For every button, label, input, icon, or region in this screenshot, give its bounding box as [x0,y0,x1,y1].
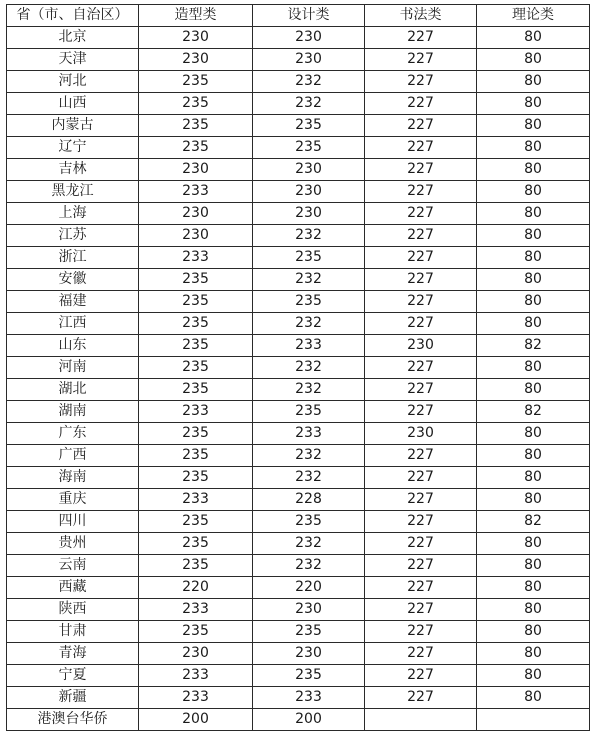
design-score-cell: 235 [253,665,365,687]
design-score-cell: 235 [253,511,365,533]
calligraphy-score-cell: 227 [365,445,477,467]
theory-header: 理论类 [477,5,590,27]
province-cell: 河南 [7,357,139,379]
theory-score-cell: 80 [477,621,590,643]
table-row [7,357,590,379]
sculpture-score-cell: 235 [139,137,253,159]
province-cell: 吉林 [7,159,139,181]
province-cell: 云南 [7,555,139,577]
sculpture-score-cell: 230 [139,643,253,665]
sculpture-score-cell: 235 [139,533,253,555]
theory-score-cell: 80 [477,247,590,269]
province-cell: 青海 [7,643,139,665]
score-table [6,4,590,731]
calligraphy-score-cell: 227 [365,115,477,137]
theory-score-cell: 80 [477,423,590,445]
theory-score-cell: 80 [477,27,590,49]
province-cell: 湖南 [7,401,139,423]
sculpture-score-cell: 230 [139,225,253,247]
calligraphy-score-cell: 227 [365,269,477,291]
table-row [7,115,590,137]
calligraphy-score-cell: 227 [365,577,477,599]
theory-score-cell: 80 [477,291,590,313]
province-cell: 天津 [7,49,139,71]
sculpture-score-cell: 235 [139,291,253,313]
sculpture-score-cell: 235 [139,445,253,467]
design-score-cell: 228 [253,489,365,511]
design-score-cell: 235 [253,401,365,423]
sculpture-score-cell: 235 [139,115,253,137]
province-cell: 上海 [7,203,139,225]
calligraphy-score-cell: 227 [365,137,477,159]
sculpture-score-cell: 200 [139,709,253,731]
design-score-cell: 233 [253,423,365,445]
sculpture-score-cell: 235 [139,621,253,643]
design-score-cell: 230 [253,599,365,621]
table-row [7,49,590,71]
score-table-page [6,4,589,739]
table-row [7,71,590,93]
table-body [7,27,590,731]
design-score-cell: 233 [253,335,365,357]
design-score-cell: 230 [253,643,365,665]
table-row [7,247,590,269]
table-row [7,709,590,731]
province-cell: 四川 [7,511,139,533]
calligraphy-score-cell: 227 [365,357,477,379]
design-score-cell: 232 [253,313,365,335]
sculpture-score-cell: 235 [139,313,253,335]
calligraphy-score-cell: 227 [365,93,477,115]
design-score-cell: 230 [253,159,365,181]
sculpture-score-cell: 230 [139,159,253,181]
calligraphy-score-cell: 227 [365,379,477,401]
theory-score-cell [477,709,590,731]
table-row [7,665,590,687]
table-row [7,423,590,445]
province-cell: 海南 [7,467,139,489]
calligraphy-score-cell: 227 [365,687,477,709]
province-cell: 湖北 [7,379,139,401]
sculpture-score-cell: 235 [139,423,253,445]
theory-score-cell: 80 [477,225,590,247]
calligraphy-score-cell: 227 [365,489,477,511]
header-row [7,5,590,27]
calligraphy-score-cell: 230 [365,423,477,445]
province-cell: 甘肃 [7,621,139,643]
design-score-cell: 232 [253,533,365,555]
calligraphy-score-cell: 227 [365,181,477,203]
sculpture-score-cell: 235 [139,467,253,489]
sculpture-header: 造型类 [139,5,253,27]
design-score-cell: 233 [253,687,365,709]
design-score-cell: 235 [253,115,365,137]
calligraphy-score-cell: 227 [365,643,477,665]
design-score-cell: 232 [253,93,365,115]
province-cell: 贵州 [7,533,139,555]
theory-score-cell: 80 [477,533,590,555]
sculpture-score-cell: 235 [139,335,253,357]
table-row [7,379,590,401]
design-score-cell: 235 [253,621,365,643]
calligraphy-score-cell: 227 [365,599,477,621]
province-header: 省（市、自治区） [7,5,139,27]
design-score-cell: 230 [253,27,365,49]
province-cell: 福建 [7,291,139,313]
theory-score-cell: 82 [477,401,590,423]
calligraphy-score-cell: 227 [365,49,477,71]
sculpture-score-cell: 233 [139,599,253,621]
table-row [7,159,590,181]
province-cell: 广西 [7,445,139,467]
theory-score-cell: 80 [477,687,590,709]
sculpture-score-cell: 235 [139,357,253,379]
sculpture-score-cell: 235 [139,379,253,401]
calligraphy-score-cell: 227 [365,247,477,269]
calligraphy-score-cell: 227 [365,511,477,533]
sculpture-score-cell: 230 [139,27,253,49]
table-row [7,93,590,115]
design-score-cell: 220 [253,577,365,599]
table-row [7,621,590,643]
theory-score-cell: 80 [477,357,590,379]
province-cell: 重庆 [7,489,139,511]
calligraphy-score-cell: 227 [365,71,477,93]
province-cell: 陕西 [7,599,139,621]
calligraphy-score-cell: 230 [365,335,477,357]
table-row [7,599,590,621]
sculpture-score-cell: 233 [139,687,253,709]
design-score-cell: 230 [253,181,365,203]
theory-score-cell: 80 [477,181,590,203]
theory-score-cell: 80 [477,467,590,489]
sculpture-score-cell: 235 [139,71,253,93]
calligraphy-score-cell: 227 [365,533,477,555]
design-score-cell: 232 [253,269,365,291]
sculpture-score-cell: 233 [139,181,253,203]
theory-score-cell: 80 [477,313,590,335]
sculpture-score-cell: 235 [139,269,253,291]
sculpture-score-cell: 235 [139,93,253,115]
design-score-cell: 232 [253,379,365,401]
province-cell: 广东 [7,423,139,445]
design-score-cell: 235 [253,247,365,269]
sculpture-score-cell: 235 [139,555,253,577]
theory-score-cell: 80 [477,665,590,687]
table-row [7,489,590,511]
theory-score-cell: 80 [477,445,590,467]
sculpture-score-cell: 220 [139,577,253,599]
design-score-cell: 232 [253,467,365,489]
province-cell: 河北 [7,71,139,93]
province-cell: 宁夏 [7,665,139,687]
theory-score-cell: 80 [477,137,590,159]
province-cell: 黑龙江 [7,181,139,203]
theory-score-cell: 80 [477,643,590,665]
theory-score-cell: 80 [477,599,590,621]
theory-score-cell: 80 [477,379,590,401]
table-row [7,225,590,247]
design-score-cell: 235 [253,137,365,159]
calligraphy-score-cell: 227 [365,621,477,643]
province-cell: 江苏 [7,225,139,247]
design-score-cell: 235 [253,291,365,313]
theory-score-cell: 80 [477,555,590,577]
design-score-cell: 232 [253,445,365,467]
design-header: 设计类 [253,5,365,27]
table-row [7,577,590,599]
design-score-cell: 230 [253,203,365,225]
calligraphy-score-cell: 227 [365,203,477,225]
province-cell: 浙江 [7,247,139,269]
table-row [7,269,590,291]
province-cell: 山东 [7,335,139,357]
sculpture-score-cell: 230 [139,49,253,71]
theory-score-cell: 80 [477,577,590,599]
design-score-cell: 232 [253,555,365,577]
province-cell: 新疆 [7,687,139,709]
table-row [7,313,590,335]
theory-score-cell: 80 [477,489,590,511]
table-row [7,203,590,225]
sculpture-score-cell: 233 [139,401,253,423]
province-cell: 安徽 [7,269,139,291]
calligraphy-score-cell: 227 [365,225,477,247]
theory-score-cell: 82 [477,335,590,357]
calligraphy-score-cell: 227 [365,401,477,423]
design-score-cell: 230 [253,49,365,71]
province-cell: 辽宁 [7,137,139,159]
theory-score-cell: 80 [477,93,590,115]
design-score-cell: 232 [253,225,365,247]
sculpture-score-cell: 233 [139,489,253,511]
sculpture-score-cell: 233 [139,665,253,687]
calligraphy-score-cell: 227 [365,665,477,687]
calligraphy-score-cell: 227 [365,555,477,577]
theory-score-cell: 80 [477,71,590,93]
table-header [7,5,590,27]
table-row [7,181,590,203]
calligraphy-score-cell: 227 [365,159,477,181]
province-cell: 山西 [7,93,139,115]
table-row [7,27,590,49]
design-score-cell: 232 [253,357,365,379]
sculpture-score-cell: 235 [139,511,253,533]
table-row [7,687,590,709]
table-row [7,467,590,489]
province-cell: 西藏 [7,577,139,599]
province-cell: 港澳台华侨 [7,709,139,731]
sculpture-score-cell: 233 [139,247,253,269]
theory-score-cell: 80 [477,269,590,291]
table-row [7,137,590,159]
theory-score-cell: 80 [477,49,590,71]
theory-score-cell: 82 [477,511,590,533]
design-score-cell: 232 [253,71,365,93]
table-row [7,643,590,665]
table-row [7,335,590,357]
table-row [7,511,590,533]
table-row [7,555,590,577]
table-row [7,401,590,423]
province-cell: 内蒙古 [7,115,139,137]
province-cell: 江西 [7,313,139,335]
calligraphy-score-cell: 227 [365,291,477,313]
theory-score-cell: 80 [477,203,590,225]
calligraphy-score-cell: 227 [365,313,477,335]
calligraphy-header: 书法类 [365,5,477,27]
calligraphy-score-cell: 227 [365,467,477,489]
theory-score-cell: 80 [477,115,590,137]
province-cell: 北京 [7,27,139,49]
calligraphy-score-cell: 227 [365,27,477,49]
table-row [7,291,590,313]
table-row [7,445,590,467]
theory-score-cell: 80 [477,159,590,181]
design-score-cell: 200 [253,709,365,731]
calligraphy-score-cell [365,709,477,731]
table-row [7,533,590,555]
sculpture-score-cell: 230 [139,203,253,225]
